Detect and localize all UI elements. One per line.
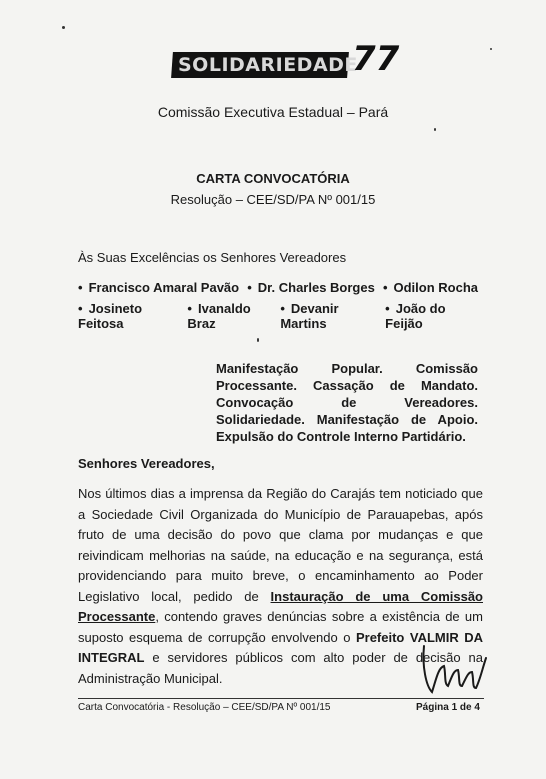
councilor-name: • Dr. Charles Borges <box>247 280 375 295</box>
scan-speck <box>62 26 65 29</box>
subject-summary: Manifestação Popular. Comissão Processante. Cassação de Mandato. Convocação de Vereadores. Solidariedade. Manifestação de Apoio. Expulsão do Controle Interno Partidário. <box>216 361 478 444</box>
body-paragraph: Nos últimos dias a imprensa da Região do Carajás tem noticiado que a Sociedade Civil Organizada do Município de Parauapebas, após fruto de uma decisão do povo que clama por mudanças e que reivindicam melhorias na saúde, na educação e na segurança, está providenciando para muito breve, o encaminhamento ao Poder Legislativo local, pedido de Instauração de uma Comissão Processante, contendo graves denúncias sobre a existência de um suposto esquema de corrupção envolvendo o Prefeito VALMIR DA INTEGRAL e servidores públicos com alto poder de decisão na Administração Municipal. <box>78 486 483 686</box>
councilor-names-row-1 <box>78 280 478 295</box>
logo-text: SOLIDARIEDADE <box>178 54 358 76</box>
councilor-name: • Francisco Amaral Pavão <box>78 280 240 295</box>
footer-divider <box>78 698 484 699</box>
councilor-name: • Ivanaldo Braz <box>187 301 251 331</box>
committee-name: Comissão Executiva Estadual – Pará <box>157 104 389 120</box>
document-title: CARTA CONVOCATÓRIA <box>196 171 350 186</box>
councilor-names-row-2 <box>78 301 478 331</box>
page-number: Página 1 de 4 <box>416 702 480 713</box>
handwritten-signature <box>418 636 498 700</box>
emphasis-mayor: Prefeito VALMIR DA INTEGRAL <box>78 629 483 665</box>
salutation: Senhores Vereadores, <box>78 456 215 471</box>
footer-reference: Carta Convocatória - Resolução – CEE/SD/PA Nº 001/15 <box>78 702 331 713</box>
party-logo <box>172 39 400 80</box>
resolution-number: Resolução – CEE/SD/PA Nº 001/15 <box>170 192 376 207</box>
scan-speck <box>434 128 436 131</box>
logo-number: 77 <box>352 39 400 79</box>
emphasis-commission: Instauração de uma Comissão Processante <box>78 588 483 624</box>
councilor-name: • Josineto Feitosa <box>78 301 143 331</box>
councilor-name: • Devanir Martins <box>280 301 339 331</box>
addressee-line: Às Suas Excelências os Senhores Vereadores <box>78 250 347 265</box>
scan-speck <box>490 48 492 50</box>
councilor-name: • João do Feijão <box>385 301 446 331</box>
scan-speck <box>257 338 259 342</box>
councilor-name: • Odilon Rocha <box>382 280 478 295</box>
